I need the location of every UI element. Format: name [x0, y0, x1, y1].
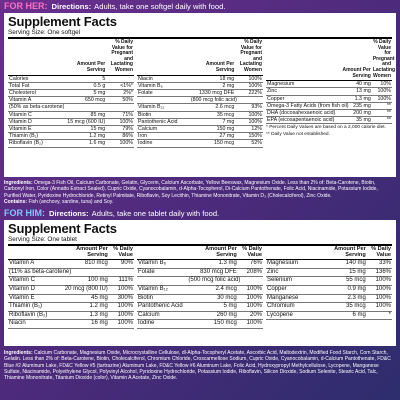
her-table-1: [8, 39, 134, 148]
nutrient-amount: 1.6 mg: [63, 140, 106, 147]
nutrient-name: Iodine: [137, 320, 187, 329]
nutrient-row: [8, 268, 134, 277]
nutrient-row: [137, 104, 263, 111]
nutrient-name: Vitamin D: [8, 118, 63, 125]
nutrient-dv: 100%: [235, 118, 263, 125]
nutrient-amount: 6 mg: [324, 311, 367, 320]
nutrient-dv: 111%: [109, 277, 134, 286]
nutrient-dv: 100%: [235, 111, 263, 118]
nutrient-name: Thiamin (B₁): [8, 133, 63, 140]
nutrient-amount: 35 mg: [339, 117, 372, 124]
nutrient-amount: 1330 mcg DFE: [190, 89, 235, 96]
him-table-3: [266, 246, 392, 320]
nutrient-row: [8, 111, 134, 118]
nutrient-row: [137, 140, 263, 147]
nutrient-name: Manganese: [266, 294, 324, 303]
nutrient-row: [137, 125, 263, 132]
nutrient-dv: 50%: [106, 97, 134, 104]
her-note-2: ** Daily Value not established.: [266, 132, 330, 138]
nutrient-row: [266, 102, 392, 109]
nutrient-amount: 40 mg: [339, 81, 372, 88]
nutrient-name: Riboflavin (B₂): [8, 311, 63, 320]
nutrient-row: [137, 133, 263, 140]
nutrient-dv: 100%: [372, 95, 392, 102]
nutrient-dv: 93%: [235, 104, 263, 111]
nutrient-dv: [109, 268, 134, 277]
nutrient-amount: 5 mg: [187, 303, 237, 312]
nutrient-name: Selenium: [266, 277, 324, 286]
her-table-3: [266, 39, 396, 124]
her-h-dv-3: % Daily Value for Pregnant and Lactating Women: [372, 39, 392, 81]
her-note-1: * Percent Daily Values are based on a 2,000 calorie diet.: [266, 125, 386, 131]
nutrient-row: [137, 311, 263, 320]
nutrient-dv: **: [372, 109, 392, 116]
nutrient-row: [266, 311, 392, 320]
nutrient-dv: 100%: [109, 311, 134, 320]
nutrient-row: [8, 97, 134, 104]
nutrient-row: [8, 285, 134, 294]
him-h-dv-2: % Daily Value: [238, 246, 263, 260]
nutrient-dv: 10%: [372, 81, 392, 88]
nutrient-amount: 15 mg: [63, 125, 106, 132]
nutrient-row: [137, 277, 263, 286]
nutrient-amount: 150 mcg: [187, 320, 237, 329]
nutrient-row: [8, 89, 134, 96]
nutrient-dv: 100%: [238, 320, 263, 329]
nutrient-row: [266, 117, 392, 124]
her-h-amount: Amount Per Serving: [63, 39, 106, 75]
nutrient-name: Vitamin B₁₂: [137, 104, 190, 111]
nutrient-amount: 18 mg: [190, 75, 235, 82]
nutrient-name: Zinc: [266, 268, 324, 277]
nutrient-row: [8, 294, 134, 303]
him-table-2: [137, 246, 263, 329]
nutrient-dv: 79%: [106, 125, 134, 132]
nutrient-name: Pantothenic Acid: [137, 303, 187, 312]
nutrient-row: [266, 81, 392, 88]
her-h-dv: % Daily Value for Pregnant and Lactating Women: [106, 39, 134, 75]
nutrient-row: [266, 268, 392, 277]
nutrient-row: [137, 285, 263, 294]
nutrient-name: Calcium: [137, 125, 190, 132]
nutrient-amount: 650 mcg: [63, 97, 106, 104]
nutrient-name: Vitamin B₁₂: [137, 285, 187, 294]
him-directions-bar: [4, 208, 396, 219]
her-directions-bar: [4, 1, 396, 12]
him-h-dv-3: % Daily Value: [367, 246, 392, 260]
nutrient-row: [137, 89, 263, 96]
nutrient-amount: 30 mcg: [187, 294, 237, 303]
nutrient-row: [137, 303, 263, 312]
nutrient-amount: 1.2 mg: [63, 303, 108, 312]
nutrient-row: [137, 75, 263, 82]
nutrient-dv: 100%: [238, 285, 263, 294]
nutrient-row: [266, 260, 392, 269]
nutrient-row: [266, 95, 392, 102]
nutrient-dv: 208%: [238, 268, 263, 277]
nutrient-name: Total Fat: [8, 82, 63, 89]
nutrient-dv: 20%: [238, 311, 263, 320]
nutrient-row: [266, 88, 392, 95]
nutrient-amount: 2.4 mcg: [187, 285, 237, 294]
nutrient-row: [137, 97, 263, 104]
nutrient-row: [8, 133, 134, 140]
her-h-amount-3: Amount Per Serving: [339, 39, 372, 81]
her-h-dv-2: % Daily Value for Pregnant and Lactating Women: [235, 39, 263, 75]
nutrient-dv: [106, 75, 134, 82]
him-title: Supplement Facts: [8, 221, 117, 236]
nutrient-name: Vitamin B₆: [137, 260, 187, 269]
nutrient-dv: 76%: [238, 260, 263, 269]
nutrient-dv: 100%: [238, 303, 263, 312]
nutrient-name: DHA (docosahexaenoic acid): [266, 109, 339, 116]
her-ingredients: [0, 178, 400, 207]
nutrient-amount: 15 mg: [324, 268, 367, 277]
him-h-amount-3: Amount Per Serving: [324, 246, 367, 260]
nutrient-amount: 2 mg: [190, 82, 235, 89]
nutrient-amount: 1.3 mg: [187, 260, 237, 269]
nutrient-amount: (500 mcg folic acid): [187, 277, 237, 286]
nutrient-name: Omega-3 Fatty Acids (from fish oil): [267, 102, 349, 109]
him-directions-text: Adults, take one tablet daily with food.: [91, 209, 220, 218]
nutrient-dv: **: [372, 117, 392, 124]
nutrient-row: [8, 277, 134, 286]
him-ingredients-label: Ingredients:: [4, 350, 33, 356]
nutrient-name: [137, 277, 187, 286]
nutrient-amount: 27 mg: [190, 133, 235, 140]
him-h-amount-2: Amount Per Serving: [187, 246, 237, 260]
nutrient-name: Thiamin (B₁): [8, 303, 63, 312]
nutrient-dv: 100%: [109, 303, 134, 312]
nutrient-name: (11% as beta-carotene): [8, 268, 63, 277]
nutrient-dv: 71%: [106, 111, 134, 118]
nutrient-amount: 35 mcg: [190, 111, 235, 118]
nutrient-row: [266, 303, 392, 312]
nutrient-row: [8, 320, 134, 329]
nutrient-row: [266, 294, 392, 303]
her-title: Supplement Facts: [8, 14, 117, 29]
nutrient-amount: 1.3 mg: [63, 311, 108, 320]
nutrient-name: Magnesium: [266, 81, 339, 88]
nutrient-dv: 222%: [235, 89, 263, 96]
nutrient-amount: 13 mg: [339, 88, 372, 95]
nutrient-dv: **: [372, 102, 392, 109]
nutrient-name: Cholesterol: [8, 89, 63, 96]
nutrient-name: Vitamin A: [8, 97, 63, 104]
nutrient-row: [137, 82, 263, 89]
nutrient-row: [266, 285, 392, 294]
him-ingredients: [0, 348, 400, 383]
nutrient-row: [8, 260, 134, 269]
him-h-amount: Amount Per Serving: [63, 246, 108, 260]
nutrient-name: Chromium: [266, 303, 324, 312]
her-contains-text: Fish (anchovy, sardine, tuna) and Soy.: [28, 198, 114, 205]
nutrient-amount: 200 mg: [339, 109, 372, 116]
nutrient-dv: 100%: [106, 140, 134, 147]
nutrient-name: Vitamin E: [8, 125, 63, 132]
her-columns: [8, 39, 396, 148]
nutrient-name: Vitamin C: [8, 277, 63, 286]
nutrient-dv: 100%: [109, 285, 134, 294]
her-h-amount-2: Amount Per Serving: [190, 39, 235, 75]
nutrient-name: [137, 97, 190, 104]
nutrient-row: [8, 118, 134, 125]
nutrient-dv: 136%: [367, 268, 392, 277]
nutrient-dv: 100%: [367, 303, 392, 312]
him-directions-label: Directions:: [49, 209, 89, 218]
nutrient-name: Vitamin C: [8, 111, 63, 118]
nutrient-dv: [235, 97, 263, 104]
him-tag: FOR HIM:: [4, 208, 45, 218]
nutrient-name: Vitamin B₆: [137, 82, 190, 89]
nutrient-amount: 2.3 mg: [324, 294, 367, 303]
her-ingredients-text: Omega-3 Fish Oil, Calcium Carbonate, Gelatin, Glycerin, Calcium Ascorbate, Yellow Beeswax, Magnesium Oxide. Less than 2% of: Beta-Carotene, Biotin, Carbonyl Iron, Color (Annatto Extract Sealed), Cupric Oxide, Cyanocobalamin, d-Alpha-Tocopherol, Di-Calcium Pantothenate, Folic Acid, Niacinamide, Potassium Iodide, Purified Water, Pyridoxine Hydrochloride, Retinyl Palmitate, Riboflavin, Soy Lecithin, Thiamine Mononitrate, Vitamin D₃ (Cholecalciferol), Zinc Oxide.: [4, 180, 378, 199]
nutrient-amount: 1.2 mg: [63, 133, 106, 140]
nutrient-name: Niacin: [137, 75, 190, 82]
nutrient-row: [8, 311, 134, 320]
nutrient-name: Iron: [137, 133, 190, 140]
nutrient-dv: 100%: [367, 294, 392, 303]
nutrient-name: (50% as beta-carotene): [9, 104, 65, 111]
nutrient-row: [137, 118, 263, 125]
nutrient-name: EPA (eicosapentaenoic acid): [266, 117, 339, 124]
nutrient-name: Folate: [137, 268, 187, 277]
nutrient-amount: 830 mcg DFE: [187, 268, 237, 277]
nutrient-row: [266, 277, 392, 286]
nutrient-amount: 16 mg: [63, 320, 108, 329]
nutrient-name: Calories: [8, 75, 63, 82]
nutrient-row: [266, 109, 392, 116]
nutrient-row: [137, 294, 263, 303]
nutrient-amount: 1.3 mg: [339, 95, 372, 102]
nutrient-dv: 90%: [109, 260, 134, 269]
nutrient-amount: 100 mg: [63, 277, 108, 286]
nutrient-dv: 86%: [106, 133, 134, 140]
nutrient-name: Magnesium: [266, 260, 324, 269]
nutrient-dv: 100%: [372, 88, 392, 95]
nutrient-dv: 33%: [367, 260, 392, 269]
nutrient-dv: 100%: [367, 285, 392, 294]
nutrient-name: Riboflavin (B₂): [8, 140, 63, 147]
nutrient-amount: 20 mcg (800 IU): [63, 285, 108, 294]
nutrient-row: [137, 320, 263, 329]
her-serving: Serving Size: One softgel: [8, 29, 392, 39]
nutrient-amount: 2.6 mcg: [190, 104, 235, 111]
nutrient-name: Vitamin D: [8, 285, 63, 294]
her-table-2: [137, 39, 263, 148]
nutrient-row: [8, 140, 134, 147]
nutrient-row: [8, 303, 134, 312]
her-directions-text: Adults, take one softgel daily with food.: [94, 2, 226, 11]
nutrient-name: Copper: [266, 285, 324, 294]
nutrient-name: Iodine: [137, 140, 190, 147]
nutrient-amount: 150 mcg: [190, 140, 235, 147]
nutrient-name: Niacin: [8, 320, 63, 329]
nutrient-dv: 100%: [106, 118, 134, 125]
nutrient-amount: 55 mcg: [324, 277, 367, 286]
nutrient-name: Folate: [137, 89, 190, 96]
nutrient-name: Vitamin A: [8, 260, 63, 269]
nutrient-amount: 235 mg: [339, 102, 372, 109]
him-supplement-facts: [4, 220, 396, 346]
nutrient-amount: 260 mg: [187, 311, 237, 320]
nutrient-amount: 35 mcg: [324, 303, 367, 312]
nutrient-name: Lycopene: [266, 311, 324, 320]
nutrient-amount: [63, 104, 106, 111]
her-ingredients-label: Ingredients:: [4, 180, 33, 186]
nutrient-row: [8, 75, 134, 82]
nutrient-amount: 5: [63, 75, 106, 82]
nutrient-dv: 52%: [235, 140, 263, 147]
nutrient-name: Copper: [266, 95, 339, 102]
him-columns: [8, 246, 392, 329]
nutrient-dv: 100%: [238, 294, 263, 303]
nutrient-name: Biotin: [137, 111, 190, 118]
nutrient-amount: 0.9 mg: [324, 285, 367, 294]
nutrient-dv: *: [367, 311, 392, 320]
nutrient-name: Biotin: [137, 294, 187, 303]
nutrient-dv: <1%*: [106, 82, 134, 89]
nutrient-dv: 12%: [235, 125, 263, 132]
nutrient-row: [137, 268, 263, 277]
nutrient-amount: 45 mg: [63, 294, 108, 303]
nutrient-dv: 100%: [109, 320, 134, 329]
nutrient-amount: 85 mg: [63, 111, 106, 118]
nutrient-amount: 0.5 g: [63, 82, 106, 89]
nutrient-amount: 5 mg: [63, 89, 106, 96]
nutrient-row: [8, 82, 134, 89]
nutrient-dv: 100%: [367, 277, 392, 286]
nutrient-row: [8, 125, 134, 132]
nutrient-row: [8, 104, 134, 111]
nutrient-amount: 140 mg: [324, 260, 367, 269]
him-h-dv: % Daily Value: [109, 246, 134, 260]
nutrient-amount: 15 mcg (600 IU): [63, 118, 106, 125]
nutrient-dv: 150%: [235, 133, 263, 140]
nutrient-amount: 810 mcg: [63, 260, 108, 269]
nutrient-dv: 100%: [235, 82, 263, 89]
nutrient-dv: [106, 104, 134, 111]
nutrient-row: [137, 111, 263, 118]
nutrient-dv: 2%*: [106, 89, 134, 96]
nutrient-amount: 150 mg: [190, 125, 235, 132]
her-contains-label: Contains:: [4, 198, 28, 205]
nutrient-amount: (800 mcg folic acid): [190, 97, 237, 104]
nutrient-name: Zinc: [266, 88, 339, 95]
nutrient-name: Calcium: [137, 311, 187, 320]
her-tag: FOR HER:: [4, 1, 48, 11]
him-serving: Serving Size: One tablet: [8, 236, 392, 246]
nutrient-name: Vitamin E: [8, 294, 63, 303]
nutrient-amount: 7 mg: [190, 118, 235, 125]
him-table-1: [8, 246, 134, 329]
him-ingredients-text: Calcium Carbonate, Magnesium Oxide, Microcrystalline Cellulose, dl-Alpha-Tocopheryl Acetate, Ascorbic Acid, Maltodextrin, Modified Food Starch, Corn Starch, Gelatin. Less than 2% of: Beta-Carotene, Biotin, Cholecalciferol, Chromium Chloride, Croscarmellose Sodium, Cupric Oxide, Cyanocobalamin, d-Calcium Pantothenate, FD&C Blue #2 Aluminum Lake, FD&C Yellow #5 (tartrazine) Aluminum Lake, FD&C Yellow #6 Aluminum Lake, Folic Acid, Hydroxypropyl Methylcellulose, Lycopene, Manganese Sulfate, Niacinamide, Polyethylene Glycol, Polyvinyl Alcohol, Pyridoxine Hydrochloride, Potassium Iodide, Riboflavin, Silicon Dioxide, Sodium Selenite, Stearic Acid, Talc, Thiamine Mononitrate, Titanium Dioxide (color), Vitamin A Acetate, Zinc Oxide.: [4, 350, 391, 382]
nutrient-row: [137, 260, 263, 269]
nutrient-dv: 300%: [109, 294, 134, 303]
her-supplement-facts: [4, 13, 396, 177]
nutrient-dv: 100%: [235, 75, 263, 82]
nutrient-name: Pantothenic Acid: [137, 118, 190, 125]
her-directions-label: Directions:: [51, 2, 92, 11]
nutrient-dv: [238, 277, 263, 286]
